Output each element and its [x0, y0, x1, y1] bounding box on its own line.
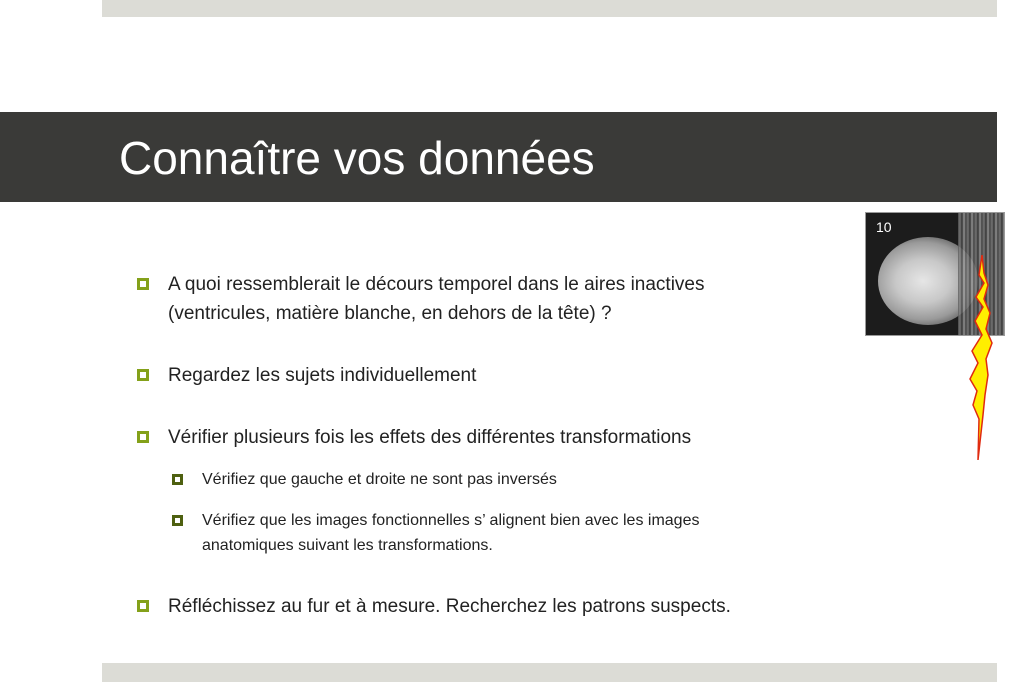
bottom-decor-strip	[102, 663, 997, 682]
sub-bullet-marker-icon	[172, 474, 183, 485]
slide-title: Connaître vos données	[119, 132, 595, 184]
timecourse-spike-icon	[960, 255, 1000, 460]
bullet-item-1-line-2: (ventricules, matière blanche, en dehors de la tête) ?	[168, 303, 612, 324]
scan-frame-label: 10	[876, 219, 892, 235]
bullet-marker-icon	[137, 278, 149, 290]
bullet-marker-icon	[137, 369, 149, 381]
bullet-item-1-line-1: A quoi ressemblerait le décours temporel dans le aires inactives	[168, 274, 705, 295]
bullet-item-3: Vérifier plusieurs fois les effets des différentes transformations	[168, 427, 692, 448]
sub-bullet-item-2-line-2: anatomiques suivant les transformations.	[202, 537, 493, 554]
bullet-marker-icon	[137, 600, 149, 612]
sub-bullet-item-1: Vérifiez que gauche et droite ne sont pas inversés	[202, 471, 557, 488]
sub-bullet-marker-icon	[172, 515, 183, 526]
bullet-item-2: Regardez les sujets individuellement	[168, 365, 477, 386]
bullet-marker-icon	[137, 431, 149, 443]
bullet-item-4: Réfléchissez au fur et à mesure. Recherchez les patrons suspects.	[168, 596, 731, 617]
sub-bullet-item-2-line-1: Vérifiez que les images fonctionnelles s’ alignent bien avec les images	[202, 512, 700, 529]
